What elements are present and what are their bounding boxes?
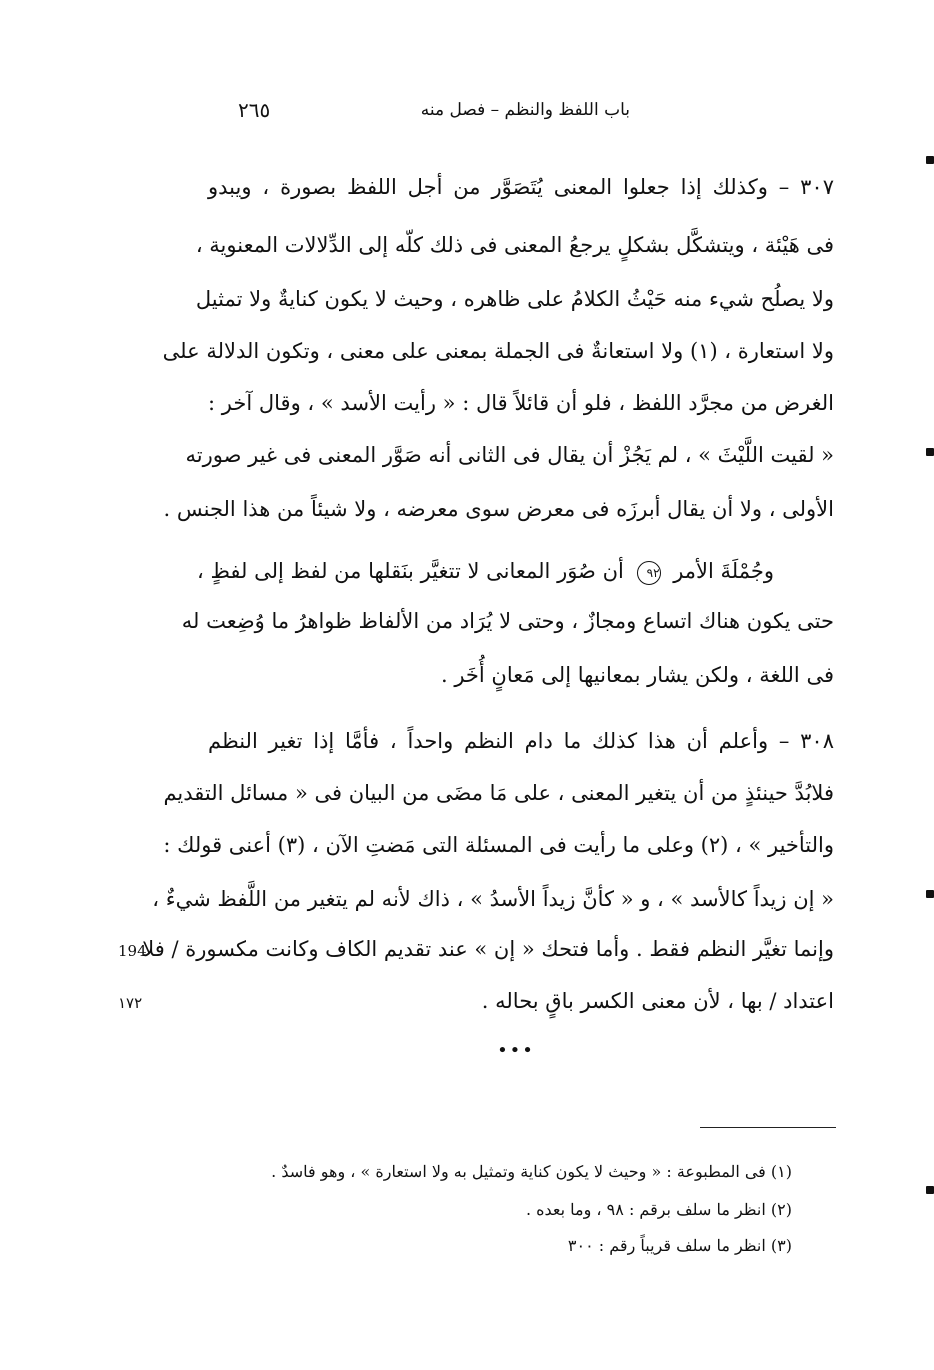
text-line: الغرض من مجرَّد اللفظ ، فلو أن قائلاً قال : « رأيت الأسد » ، وقال آخر : — [208, 391, 834, 415]
text-line: فى اللغة ، ولكن يشار بمعانيها إلى مَعانٍ أُخَر . — [440, 663, 834, 687]
text-span: وجُمْلَةَ الأمر — [673, 559, 774, 583]
text-line: الأولى ، ولا أن يقال أبرزَه فى معرض سوى معرضه ، ولا شيئاً من هذا الجنس . — [163, 497, 834, 521]
text-span: أن صُوَر المعانى لا تتغيَّر بنَقلها من لفظ إلى لفظٍ ، — [197, 559, 624, 583]
margin-number: ١٧٢ — [118, 994, 143, 1012]
scan-edge-mark — [926, 890, 934, 898]
marker-circle-icon: ٩٢ — [637, 561, 661, 585]
text-line — [197, 556, 774, 586]
section-separator: ••• — [497, 1040, 535, 1061]
footnote: (١) فى المطبوعة : « وحيث لا يكون كناية وتمثيل به ولا استعارة » ، وهو فاسدٌ . — [271, 1162, 792, 1181]
scan-edge-mark — [926, 1186, 934, 1194]
text-line: ولا استعارة ، (١) ولا استعانةٌ فى الجملة بمعنى على معنى ، وتكون الدلالة على — [162, 339, 834, 363]
scan-edge-mark — [926, 448, 934, 456]
scan-edge-mark — [926, 156, 934, 164]
text-line: وإنما تغيَّر النظم فقط . وأما فتحك « إن » عند تقديم الكاف وكانت مكسورة / فلا — [142, 937, 834, 961]
running-title: باب اللفظ والنظم – فصل منه — [420, 100, 630, 120]
text-line: فلابُدَّ حينئذٍ من أن يتغير المعنى ، على مَا مضَى من البيان فى « مسائل التقديم — [163, 781, 834, 805]
text-line: حتى يكون هناك اتساع ومجازٌ ، وحتى لا يُرَاد من الألفاظ ظواهرُ ما وُضِعت له — [181, 609, 834, 633]
text-line: « لقيت اللَّيْثَ » ، لم يَجُزْ أن يقال فى الثانى أنه صَوَّر المعنى فى غير صورته — [185, 443, 834, 467]
text-line: ولا يصلُح شيء منه حَيْثُ الكلامُ على ظاهره ، وحيث لا يكون كنايةٌ ولا تمثيل — [195, 287, 834, 311]
footnote: (٣) انظر ما سلف قريباً رقم : ٣٠٠ — [567, 1236, 792, 1255]
footnote: (٢) انظر ما سلف برقم : ٩٨ ، وما بعده . — [525, 1200, 792, 1219]
margin-number: 194 — [118, 942, 147, 960]
page-number: ٢٦٥ — [238, 98, 271, 122]
text-line: ٣٠٨ – وأعلم أن هذا كذلك ما دام النظم واحداً ، فأمَّا إذا تغير النظم — [208, 729, 834, 753]
footnote-rule — [700, 1127, 836, 1128]
text-line: والتأخير » ، (٢) وعلى ما رأيت فى المسئلة التى مَضتِ الآن ، (٣) أعنى قولك : — [163, 833, 834, 857]
text-line: « إن زيداً كالأسد » ، و « كأنَّ زيداً الأسدُ » ، ذاك لأنه لم يتغير من اللَّفظ شيءٌ ، — [152, 887, 834, 911]
text-line: ٣٠٧ – وكذلك إذا جعلوا المعنى يُتَصَوَّر من أجل اللفظ بصورة ، ويبدو — [208, 175, 834, 199]
text-line: فى هَيْئة ، ويتشكَّل بشكلٍ يرجعُ المعنى فى ذلك كلّه إلى الدِّلالات المعنوية ، — [195, 233, 834, 257]
text-line: اعتداد / بها ، لأن معنى الكسر باقٍ بحاله . — [481, 989, 834, 1013]
